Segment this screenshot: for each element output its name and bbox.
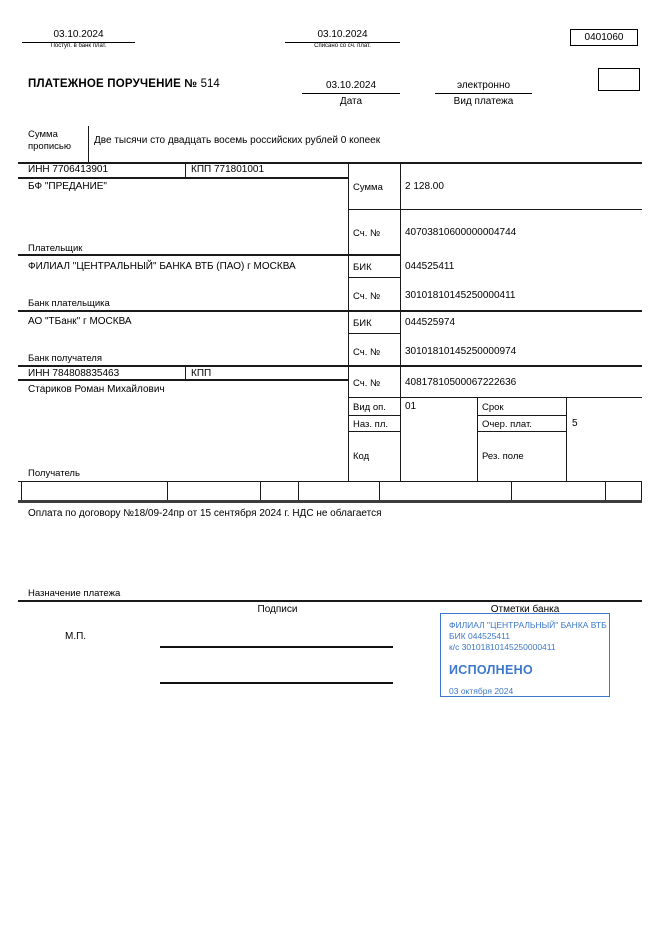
divider xyxy=(167,481,168,500)
divider xyxy=(566,397,567,481)
divider xyxy=(18,365,642,367)
divider xyxy=(18,177,348,179)
divider xyxy=(348,333,400,334)
code-label: Код xyxy=(353,451,370,462)
payer-inn: ИНН 7706413901 xyxy=(28,164,109,175)
divider xyxy=(348,277,400,278)
document-title-text: ПЛАТЕЖНОЕ ПОРУЧЕНИЕ № xyxy=(28,78,198,90)
stamp-bank-name: ФИЛИАЛ "ЦЕНТРАЛЬНЫЙ" БАНКА ВТБ xyxy=(449,620,607,630)
payment-type-value: электронно xyxy=(435,79,532,94)
payee-bank-label: Банк получателя xyxy=(28,353,102,364)
payee-bank-name: АО "ТБанк" г МОСКВА xyxy=(28,316,132,327)
received-date-value: 03.10.2024 xyxy=(22,28,135,43)
purpose-code-label: Наз. пл. xyxy=(353,419,388,430)
document-title xyxy=(28,78,220,90)
payee-inn: ИНН 784808835463 xyxy=(28,368,120,379)
payer-account-value: 40703810600000004744 xyxy=(405,227,517,238)
payer-bank-account-label: Сч. № xyxy=(353,291,381,302)
purpose-label: Назначение платежа xyxy=(28,588,121,599)
divider xyxy=(477,431,566,432)
payee-account-value: 40817810500067222636 xyxy=(405,377,517,388)
priority-value: 5 xyxy=(572,418,578,429)
divider xyxy=(348,415,400,416)
divider xyxy=(641,481,642,500)
amount-in-words-value: Две тысячи сто двадцать восемь российских рублей 0 копеек xyxy=(94,135,381,146)
stamp-corr-account: к/с 30101810145250000411 xyxy=(449,642,556,652)
status-code-box xyxy=(598,68,640,91)
document-number: 514 xyxy=(200,78,220,90)
divider xyxy=(348,431,400,432)
payer-account-label: Сч. № xyxy=(353,228,381,239)
divider xyxy=(18,600,642,602)
priority-label: Очер. плат. xyxy=(482,419,532,430)
stamp-status: ИСПОЛНЕНО xyxy=(449,663,533,677)
received-date-field xyxy=(22,28,135,50)
op-type-value: 01 xyxy=(405,401,417,412)
purpose-text: Оплата по договору №18/09-24пр от 15 сентября 2024 г. НДС не облагается xyxy=(28,508,382,519)
payer-bank-name: ФИЛИАЛ "ЦЕНТРАЛЬНЫЙ" БАНКА ВТБ (ПАО) г МОСКВА xyxy=(28,261,296,272)
op-type-label: Вид оп. xyxy=(353,402,386,413)
received-date-caption: Поступ. в банк плат. xyxy=(50,43,107,49)
form-code-box: 0401060 xyxy=(570,29,638,46)
date-label: Дата xyxy=(339,96,363,107)
divider xyxy=(18,310,642,312)
divider xyxy=(18,162,642,164)
payer-name: БФ "ПРЕДАНИЕ" xyxy=(28,181,107,192)
divider xyxy=(18,500,642,503)
signatures-label: Подписи xyxy=(257,604,298,615)
divider xyxy=(605,481,606,500)
payee-bank-bik-label: БИК xyxy=(353,318,372,329)
payee-bank-bik-value: 044525974 xyxy=(405,317,456,328)
debited-date-value: 03.10.2024 xyxy=(285,28,400,43)
divider xyxy=(477,397,478,481)
date-field xyxy=(302,79,400,108)
divider xyxy=(379,481,380,500)
divider xyxy=(185,366,186,379)
divider xyxy=(348,209,642,210)
term-label: Срок xyxy=(482,402,504,413)
payer-bank-bik-value: 044525411 xyxy=(405,261,455,272)
payer-bank-bik-label: БИК xyxy=(353,262,372,273)
payer-bank-account-value: 30101810145250000411 xyxy=(405,290,516,301)
divider xyxy=(88,126,89,162)
debited-date-caption: Списано со сч. плат. xyxy=(314,43,371,49)
divider xyxy=(260,481,261,500)
payment-type-field xyxy=(435,79,532,108)
signature-line-2 xyxy=(160,682,393,684)
sum-label: Сумма xyxy=(353,182,383,193)
divider xyxy=(348,397,642,398)
bank-marks-label: Отметки банка xyxy=(490,604,560,615)
divider xyxy=(18,379,348,381)
amount-in-words-label: Сумма прописью xyxy=(28,129,71,152)
divider xyxy=(185,163,186,177)
payee-account-label: Сч. № xyxy=(353,378,381,389)
payer-kpp: КПП 771801001 xyxy=(191,164,265,175)
signature-line-1 xyxy=(160,646,393,648)
divider xyxy=(400,163,401,481)
stamp-date: 03 октября 2024 xyxy=(449,686,514,696)
debited-date-field xyxy=(285,28,400,50)
payee-bank-account-value: 30101810145250000974 xyxy=(405,346,517,357)
payment-type-label: Вид платежа xyxy=(453,96,514,107)
divider xyxy=(18,481,642,482)
payer-label: Плательщик xyxy=(28,243,83,254)
divider xyxy=(477,415,566,416)
sum-value: 2 128.00 xyxy=(405,181,444,192)
payee-kpp: КПП xyxy=(191,368,212,379)
reserve-field-label: Рез. поле xyxy=(482,451,524,462)
bank-stamp xyxy=(440,613,610,697)
stamp-bik: БИК 044525411 xyxy=(449,631,510,641)
payee-bank-account-label: Сч. № xyxy=(353,347,381,358)
date-value: 03.10.2024 xyxy=(302,79,400,94)
divider xyxy=(298,481,299,500)
payee-name: Стариков Роман Михайлович xyxy=(28,384,165,395)
divider xyxy=(511,481,512,500)
stamp-place-label: М.П. xyxy=(65,631,87,642)
divider xyxy=(21,481,22,500)
divider xyxy=(18,254,400,256)
payer-bank-label: Банк плательщика xyxy=(28,298,110,309)
payee-label: Получатель xyxy=(28,468,80,479)
divider xyxy=(348,163,349,481)
